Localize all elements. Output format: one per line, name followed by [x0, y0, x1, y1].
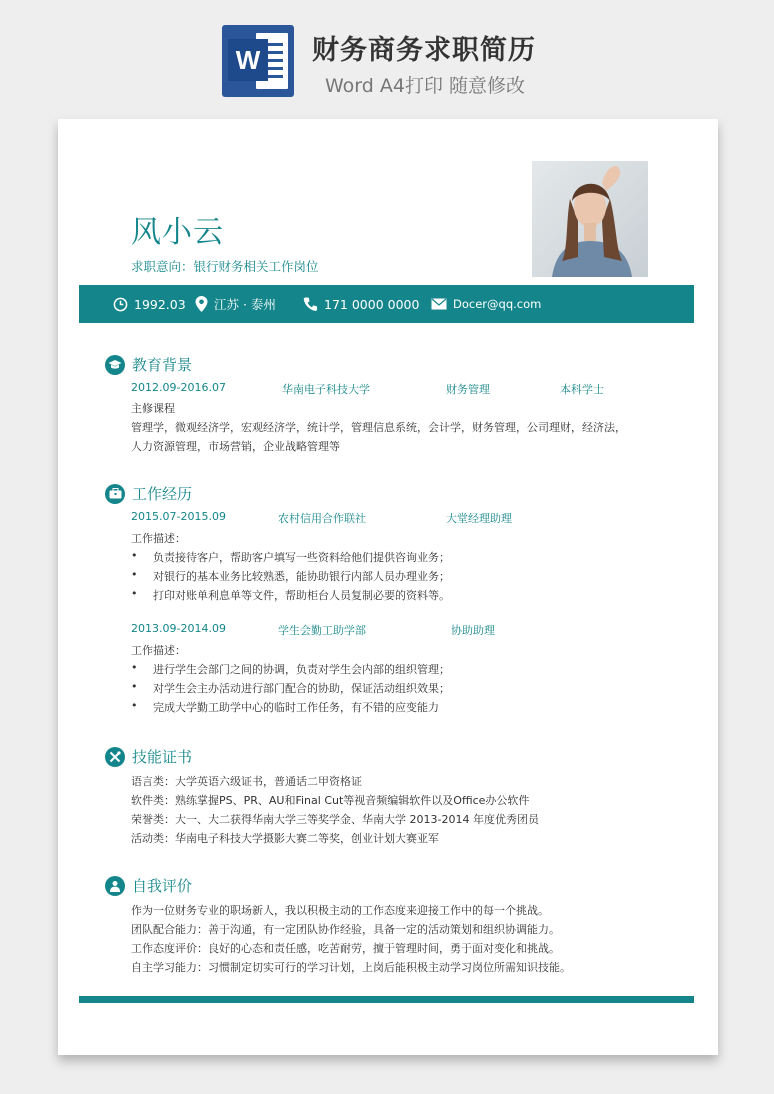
section-skills	[105, 746, 192, 767]
bullet-dot: •	[131, 680, 138, 693]
skill-line: 荣誉类：大一、大二获得华南大学三等奖学金、华南大学 2013-2014 年度优秀团员	[131, 813, 539, 826]
edu-degree: 本科学士	[560, 383, 604, 396]
section-work	[105, 483, 192, 504]
self-eval-line: 团队配合能力：善于沟通，有一定团队协作经验，具备一定的活动策划和组织协调能力。	[131, 923, 560, 936]
edu-major: 财务管理	[446, 383, 490, 396]
job-bullet: 打印对账单利息单等文件，帮助柜台人员复制必要的资料等。	[153, 589, 450, 602]
word-icon-letter: W	[228, 39, 268, 81]
bullet-dot: •	[131, 549, 138, 562]
skill-line: 语言类：大学英语六级证书，普通话二甲资格证	[131, 775, 362, 788]
job-bullet: 负责接待客户，帮助客户填写一些资料给他们提供咨询业务；	[153, 551, 450, 564]
skill-line: 软件类：熟练掌握PS、PR、AU和Final Cut等视音频编辑软件以及Office办公软件	[131, 794, 530, 807]
bullet-dot: •	[131, 568, 138, 581]
bullet-dot: •	[131, 661, 138, 674]
birth-value: 1992.03	[134, 296, 186, 312]
banner-subtitle: Word A4打印 随意修改	[325, 75, 526, 97]
self-eval-line: 自主学习能力：习惯制定切实可行的学习计划，上岗后能积极主动学习岗位所需知识技能。	[131, 961, 571, 974]
edu-period: 2012.09-2016.07	[131, 381, 226, 394]
section-self-eval	[105, 875, 192, 896]
self-eval-line: 作为一位财务专业的职场新人，我以积极主动的工作态度来迎接工作中的每一个挑战。	[131, 904, 549, 917]
skill-line: 活动类：华南电子科技大学摄影大赛二等奖，创业计划大赛亚军	[131, 832, 439, 845]
job-bullet: 完成大学勤工助学中心的临时工作任务，有不错的应变能力	[153, 701, 439, 714]
profile-photo	[532, 161, 648, 277]
footer-divider	[79, 996, 694, 1003]
bullet-dot: •	[131, 587, 138, 600]
contact-location	[195, 285, 276, 323]
job-desc-label: 工作描述：	[131, 644, 186, 657]
courses-label: 主修课程	[131, 402, 175, 415]
phone-value: 171 0000 0000	[324, 296, 420, 312]
contact-bar	[79, 285, 694, 323]
email-value: Docer@qq.com	[453, 297, 542, 311]
candidate-name: 风小云	[131, 215, 224, 250]
job-role: 协助助理	[451, 624, 495, 637]
person-icon	[105, 876, 125, 896]
edu-school: 华南电子科技大学	[282, 383, 370, 396]
section-title: 工作经历	[132, 485, 193, 503]
courses-line: 人力资源管理，市场营销，企业战略管理等	[131, 440, 340, 453]
self-eval-line: 工作态度评价：良好的心态和责任感，吃苦耐劳，擅于管理时间，勇于面对变化和挑战。	[131, 942, 560, 955]
briefcase-icon	[105, 484, 125, 504]
tools-icon	[105, 747, 125, 767]
job-bullet: 对学生会主办活动进行部门配合的协助，保证活动组织效果；	[153, 682, 450, 695]
job-org: 学生会勤工助学部	[278, 624, 366, 637]
contact-birth	[113, 285, 186, 323]
job-org: 农村信用合作联社	[278, 512, 366, 525]
job-objective: 求职意向：银行财务相关工作岗位	[131, 259, 319, 274]
location-value: 江苏 · 泰州	[214, 297, 276, 312]
section-education	[105, 354, 192, 375]
clock-icon	[113, 297, 128, 312]
phone-icon	[303, 296, 318, 312]
job-period: 2015.07-2015.09	[131, 510, 226, 523]
resume-page	[58, 119, 718, 1055]
job-role: 大堂经理助理	[446, 512, 512, 525]
job-desc-label: 工作描述：	[131, 532, 186, 545]
job-bullet: 进行学生会部门之间的协调，负责对学生会内部的组织管理；	[153, 663, 450, 676]
section-title: 自我评价	[132, 877, 193, 895]
job-period: 2013.09-2014.09	[131, 622, 226, 635]
contact-phone	[303, 285, 419, 323]
bullet-dot: •	[131, 699, 138, 712]
location-pin-icon	[195, 296, 208, 312]
section-title: 技能证书	[132, 748, 193, 766]
email-icon	[431, 298, 447, 310]
word-icon	[222, 25, 294, 97]
graduation-cap-icon	[105, 355, 125, 375]
courses-line: 管理学，微观经济学，宏观经济学，统计学，管理信息系统，会计学，财务管理，公司理财，经济法，	[131, 421, 626, 434]
header-banner	[0, 0, 774, 115]
contact-email	[431, 285, 541, 323]
banner-title: 财务商务求职简历	[312, 35, 536, 66]
job-bullet: 对银行的基本业务比较熟悉，能协助银行内部人员办理业务；	[153, 570, 450, 583]
section-title: 教育背景	[132, 356, 193, 374]
